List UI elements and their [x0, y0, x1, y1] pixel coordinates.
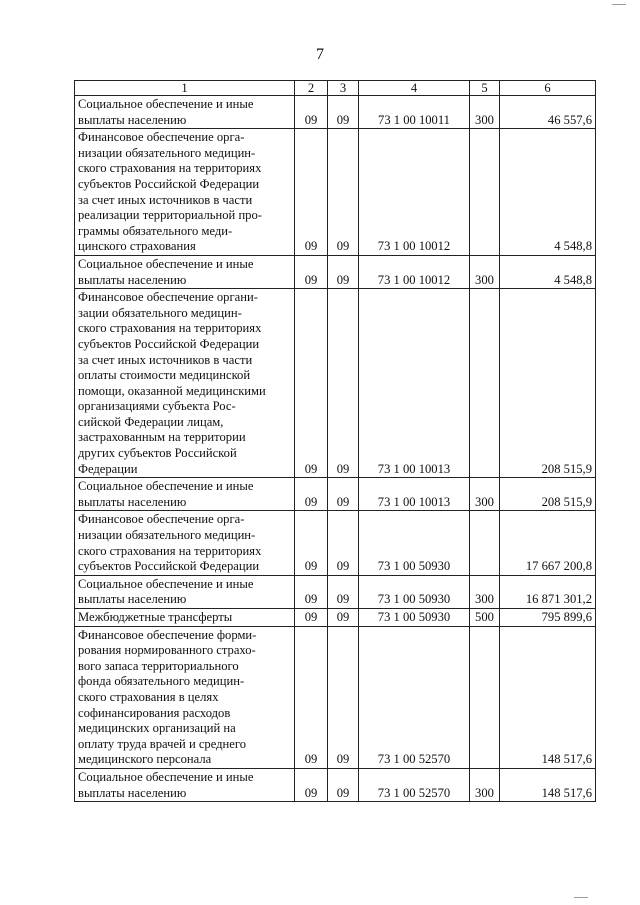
table-cell-rz: 09	[295, 289, 328, 478]
name-line: выплаты населению	[78, 494, 187, 509]
name-line: граммы обязательного меди-	[78, 223, 233, 238]
name-line: низации обязательного медицин-	[78, 145, 256, 160]
table-cell-vr	[470, 129, 500, 256]
name-line: оплаты стоимости медицинской	[78, 368, 251, 383]
table-cell-vr: 300	[470, 478, 500, 511]
name-line: помощи, оказанной медицинскими	[78, 383, 266, 398]
table-cell-sum: 148 517,6	[500, 768, 596, 801]
table-cell-pr: 09	[328, 255, 359, 288]
name-line: ского страхования на территориях	[78, 321, 262, 336]
table-cell-sum: 4 548,8	[500, 255, 596, 288]
table-cell-rz: 09	[295, 768, 328, 801]
header-cell-vr: 5	[470, 81, 500, 96]
name-line: субъектов Российской Федерации	[78, 336, 260, 351]
table-cell-sum: 17 667 200,8	[500, 511, 596, 575]
table-cell-csr: 73 1 00 10013	[359, 478, 470, 511]
table-row	[75, 96, 596, 129]
name-line: медицинского персонала	[78, 752, 212, 767]
table-cell-name	[75, 609, 295, 627]
header-cell-pr: 3	[328, 81, 359, 96]
table-cell-vr: 300	[470, 96, 500, 129]
name-line: Федерации	[78, 461, 138, 476]
table-row	[75, 289, 596, 478]
table-cell-rz: 09	[295, 626, 328, 768]
table-cell-name	[75, 626, 295, 768]
table-cell-pr: 09	[328, 129, 359, 256]
name-line: ского страхования в целях	[78, 689, 219, 704]
scan-mark-top	[612, 4, 626, 5]
table-cell-rz: 09	[295, 511, 328, 575]
table-body	[75, 81, 596, 802]
name-line: застрахованным на территории	[78, 430, 246, 445]
name-line: медицинских организаций на	[78, 721, 236, 736]
name-line: софинансирования расходов	[78, 705, 231, 720]
name-line: сийской Федерации лицам,	[78, 414, 224, 429]
table-cell-vr: 500	[470, 609, 500, 627]
name-line: реализации территориальной про-	[78, 208, 262, 223]
table-header-row	[75, 81, 596, 96]
table-cell-vr	[470, 289, 500, 478]
table-cell-rz: 09	[295, 478, 328, 511]
name-line: выплаты населению	[78, 785, 187, 800]
table-cell-name	[75, 289, 295, 478]
name-line: вого запаса территориального	[78, 658, 239, 673]
name-line: цинского страхования	[78, 239, 196, 254]
name-line: выплаты населению	[78, 592, 187, 607]
name-line: Межбюджетные трансферты	[78, 610, 233, 624]
table-cell-sum: 148 517,6	[500, 626, 596, 768]
table-cell-name	[75, 478, 295, 511]
name-line: Финансовое обеспечение орга-	[78, 512, 245, 527]
table-cell-vr: 300	[470, 255, 500, 288]
table-cell-rz: 09	[295, 609, 328, 627]
table-cell-csr: 73 1 00 10012	[359, 255, 470, 288]
table-cell-rz: 09	[295, 96, 328, 129]
table-cell-pr: 09	[328, 96, 359, 129]
name-line: рования нормированного страхо-	[78, 643, 256, 658]
name-line: Социальное обеспечение и иные	[78, 97, 254, 111]
table-cell-sum: 46 557,6	[500, 96, 596, 129]
name-line: ского страхования на территориях	[78, 543, 262, 558]
table-row	[75, 478, 596, 511]
table-row	[75, 255, 596, 288]
name-line: за счет иных источников в части	[78, 192, 253, 207]
name-line: Социальное обеспечение и иные	[78, 479, 254, 494]
header-cell-name: 1	[75, 81, 295, 96]
table-cell-csr: 73 1 00 50930	[359, 609, 470, 627]
name-line: выплаты населению	[78, 272, 187, 287]
name-line: фонда обязательного медицин-	[78, 674, 245, 689]
table-row	[75, 609, 596, 627]
table-cell-pr: 09	[328, 626, 359, 768]
name-line: низации обязательного медицин-	[78, 528, 256, 543]
table-cell-name	[75, 255, 295, 288]
table-cell-rz: 09	[295, 255, 328, 288]
table-cell-sum: 4 548,8	[500, 129, 596, 256]
name-line: Социальное обеспечение и иные	[78, 769, 254, 784]
table-cell-csr: 73 1 00 52570	[359, 626, 470, 768]
table-cell-name	[75, 96, 295, 129]
table-cell-vr: 300	[470, 768, 500, 801]
table-cell-sum: 16 871 301,2	[500, 575, 596, 608]
header-cell-rz: 2	[295, 81, 328, 96]
table-cell-csr: 73 1 00 10013	[359, 289, 470, 478]
table-row	[75, 575, 596, 608]
table-cell-pr: 09	[328, 511, 359, 575]
table-cell-csr: 73 1 00 10012	[359, 129, 470, 256]
table-cell-pr: 09	[328, 478, 359, 511]
table-cell-csr: 73 1 00 50930	[359, 511, 470, 575]
table-cell-name	[75, 129, 295, 256]
table-cell-pr: 09	[328, 575, 359, 608]
name-line: зации обязательного медицин-	[78, 305, 242, 320]
page-number: 7	[316, 46, 324, 63]
header-cell-csr: 4	[359, 81, 470, 96]
name-line: субъектов Российской Федерации	[78, 176, 260, 191]
header-cell-sum: 6	[500, 81, 596, 96]
table-row	[75, 129, 596, 256]
name-line: Финансовое обеспечение орга-	[78, 130, 245, 145]
table-cell-name	[75, 768, 295, 801]
name-line: за счет иных источников в части	[78, 352, 253, 367]
table-cell-sum: 795 899,6	[500, 609, 596, 627]
name-line: ского страхования на территориях	[78, 161, 262, 176]
table-row	[75, 626, 596, 768]
name-line: организациями субъекта Рос-	[78, 399, 236, 414]
table-cell-vr	[470, 511, 500, 575]
table-cell-name	[75, 511, 295, 575]
table-cell-vr	[470, 626, 500, 768]
table-cell-csr: 73 1 00 10011	[359, 96, 470, 129]
table-row	[75, 768, 596, 801]
name-line: Финансовое обеспечение форми-	[78, 627, 257, 642]
name-line: субъектов Российской Федерации	[78, 559, 260, 574]
table-cell-sum: 208 515,9	[500, 289, 596, 478]
table-cell-pr: 09	[328, 289, 359, 478]
table-cell-sum: 208 515,9	[500, 478, 596, 511]
table-cell-pr: 09	[328, 768, 359, 801]
name-line: Социальное обеспечение и иные	[78, 576, 254, 591]
name-line: Финансовое обеспечение органи-	[78, 290, 258, 305]
table-row	[75, 511, 596, 575]
scan-mark-bottom	[574, 897, 588, 898]
name-line: других субъектов Российской	[78, 446, 237, 461]
table-cell-name	[75, 575, 295, 608]
name-line: Социальное обеспечение и иные	[78, 256, 254, 271]
table-cell-csr: 73 1 00 52570	[359, 768, 470, 801]
table-cell-rz: 09	[295, 575, 328, 608]
table-cell-pr: 09	[328, 609, 359, 627]
name-line: выплаты населению	[78, 112, 187, 127]
name-line: оплату труда врачей и среднего	[78, 736, 247, 751]
table-cell-csr: 73 1 00 50930	[359, 575, 470, 608]
table-cell-vr: 300	[470, 575, 500, 608]
budget-table	[74, 80, 596, 802]
table-cell-rz: 09	[295, 129, 328, 256]
